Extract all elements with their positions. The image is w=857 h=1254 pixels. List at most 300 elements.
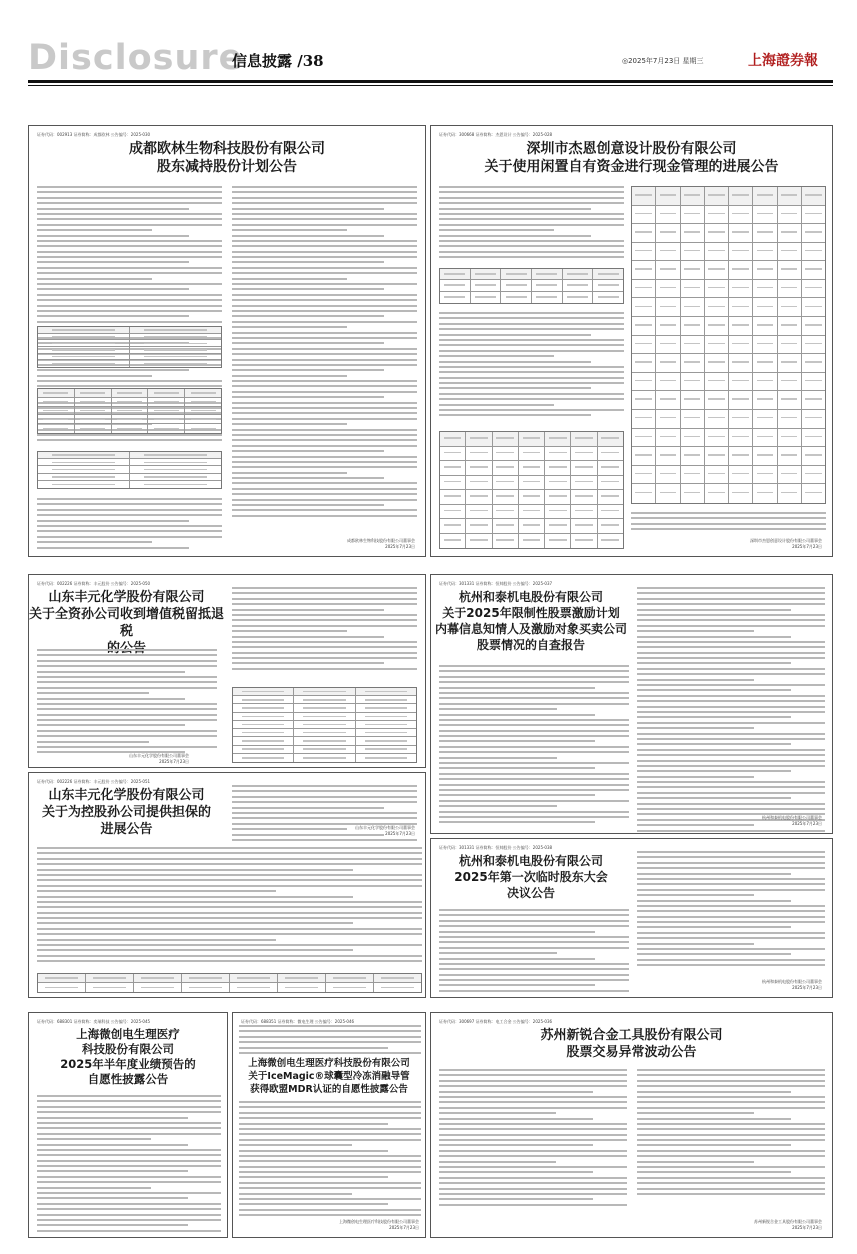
text-line (637, 883, 825, 885)
text-line (37, 1187, 151, 1189)
title-line: 关于使用闲置自有资金进行现金管理的进展公告 (484, 159, 779, 175)
table-cell (802, 410, 825, 428)
body-text (37, 1095, 221, 1235)
text-line (439, 968, 629, 970)
text-line (637, 1107, 825, 1109)
text-line (37, 278, 152, 280)
table-cell (466, 505, 492, 519)
text-line (637, 619, 825, 621)
table-cell (778, 206, 802, 224)
text-line (37, 1149, 221, 1151)
text-line (637, 1074, 825, 1076)
table-row (440, 269, 623, 280)
guarantee-table (37, 973, 422, 993)
text-line (37, 299, 222, 301)
text-line (232, 197, 417, 199)
table-row (38, 340, 221, 347)
text-line (637, 1182, 825, 1184)
text-line (439, 1107, 627, 1109)
table-cell (545, 519, 571, 533)
table-cell (233, 704, 294, 711)
text-line (439, 952, 557, 954)
text-line (37, 547, 189, 549)
table-cell (802, 317, 825, 335)
table-cell (598, 461, 623, 475)
table-cell (778, 410, 802, 428)
table-cell (38, 424, 75, 433)
text-line (37, 439, 222, 441)
table-row (632, 336, 825, 355)
table-cell (545, 534, 571, 549)
body-text-left-mid (439, 312, 624, 420)
text-line (37, 724, 185, 726)
text-line (232, 801, 417, 803)
text-line (439, 784, 629, 786)
text-line (439, 735, 629, 737)
text-line (37, 1208, 221, 1210)
text-line (37, 245, 222, 247)
table-cell (185, 415, 221, 423)
text-line (439, 1150, 627, 1152)
text-line (232, 515, 417, 517)
table-cell (632, 317, 656, 335)
text-line (239, 1203, 388, 1205)
text-line (232, 299, 417, 301)
text-line (239, 1036, 421, 1038)
text-line (37, 847, 422, 849)
table-cell (729, 298, 753, 316)
table-cell (656, 298, 680, 316)
title-line: 成都欧林生物科技股份有限公司 (129, 141, 325, 157)
disclosure-wordmark: Disclosure (28, 38, 244, 78)
text-line (439, 762, 629, 764)
announcement-code: 证券代码：300668 证券简称：杰恩设计 公告编号：2025-028 (439, 132, 553, 137)
text-line (37, 912, 422, 914)
text-line (37, 541, 152, 543)
table-cell (802, 484, 825, 503)
table-cell (656, 280, 680, 298)
table-cell (134, 983, 182, 992)
table-cell (112, 407, 149, 415)
text-line (637, 706, 825, 708)
text-line (439, 1096, 627, 1098)
table-row (38, 360, 221, 367)
announcement-signature: 成都欧林生物科技股份有限公司董事会 2025年7月23日 (347, 538, 415, 549)
table-cell (753, 224, 777, 242)
text-line (37, 703, 217, 705)
table-cell (632, 280, 656, 298)
title-line: 山东丰元化学股份有限公司 (48, 590, 205, 605)
table-cell (38, 481, 130, 488)
masthead-rule (28, 80, 833, 83)
table-cell (182, 983, 230, 992)
table-cell (729, 187, 753, 205)
table-row (632, 206, 825, 225)
table-cell (632, 224, 656, 242)
table-cell (705, 261, 729, 279)
wealth-product-table-right (631, 186, 826, 504)
text-line (232, 603, 417, 605)
text-line (232, 202, 417, 204)
title-line: 深圳市杰恩创意设计股份有限公司 (526, 141, 737, 157)
text-line (37, 536, 222, 538)
text-line (637, 630, 754, 632)
table-cell (705, 280, 729, 298)
text-line (232, 315, 384, 317)
text-line (439, 339, 624, 341)
table-row (632, 243, 825, 262)
table-cell (632, 298, 656, 316)
table-cell (681, 336, 705, 354)
table-cell (753, 447, 777, 465)
text-line (232, 332, 417, 334)
title-line: 进展公告 (100, 822, 153, 837)
text-line (37, 1197, 188, 1199)
text-line (37, 858, 422, 860)
title-line: 股东减持股份计划公告 (157, 159, 297, 175)
text-line (637, 921, 825, 923)
text-line (439, 317, 624, 319)
announcement-title (29, 787, 224, 838)
text-line (37, 660, 217, 662)
table-cell (440, 447, 466, 461)
text-line (37, 671, 185, 673)
table-row (38, 407, 221, 416)
table-cell (778, 354, 802, 372)
table-cell (753, 206, 777, 224)
announcement-code: 证券代码：002913 证券简称：成都欧林 公告编号：2025-030 (37, 132, 151, 137)
table-cell (778, 224, 802, 242)
text-line (637, 754, 825, 756)
table-cell (471, 269, 502, 279)
text-line (439, 979, 629, 981)
text-line (439, 213, 624, 215)
text-line (37, 922, 353, 924)
text-line (37, 520, 189, 522)
text-line (37, 267, 222, 269)
table-row (38, 424, 221, 433)
text-line (37, 885, 422, 887)
text-line (637, 625, 825, 627)
table-cell (440, 432, 466, 446)
table-cell (185, 424, 221, 433)
table-cell (233, 746, 294, 753)
text-line (637, 652, 825, 654)
text-line (439, 371, 624, 373)
text-line (232, 240, 417, 242)
table-cell (778, 317, 802, 335)
text-line (232, 229, 347, 231)
text-line (37, 1106, 221, 1108)
text-line (232, 817, 417, 819)
text-line (239, 1025, 421, 1027)
text-line (637, 673, 825, 675)
table-cell (356, 696, 416, 703)
text-line (232, 353, 417, 355)
table-cell (86, 974, 134, 982)
body-text-right (637, 587, 825, 834)
text-line (37, 251, 222, 253)
text-line (439, 821, 595, 823)
table-cell (705, 317, 729, 335)
announcement-chengdu-olymvax (28, 125, 426, 557)
text-line (637, 943, 754, 945)
table-cell (130, 347, 221, 353)
text-line (232, 429, 417, 431)
table-cell (705, 484, 729, 503)
table-cell (294, 746, 355, 753)
table-cell (519, 505, 545, 519)
text-line (439, 1069, 627, 1071)
text-line (232, 461, 417, 463)
table-cell (571, 476, 597, 490)
text-line (637, 862, 825, 864)
text-line (37, 1192, 221, 1194)
table-cell (233, 713, 294, 720)
table-cell (632, 354, 656, 372)
text-line (239, 1052, 421, 1054)
table-cell (632, 243, 656, 261)
table-cell (729, 336, 753, 354)
wealth-product-table-top (439, 268, 624, 304)
text-line (37, 741, 149, 743)
table-cell (593, 280, 623, 290)
table-cell (356, 713, 416, 720)
table-cell (778, 484, 802, 503)
text-line (239, 1041, 421, 1043)
text-line (232, 839, 417, 841)
table-cell (466, 534, 492, 549)
table-cell (753, 298, 777, 316)
announcement-code: 证券代码：301331 证券简称：恒帅股份 公告编号：2025-038 (439, 845, 553, 850)
table-cell (632, 484, 656, 503)
table-row (632, 447, 825, 466)
text-line (232, 587, 417, 589)
table-cell (729, 280, 753, 298)
text-line (37, 1127, 221, 1129)
body-text-right-lower (631, 512, 826, 534)
text-line (232, 418, 417, 420)
table-cell (753, 373, 777, 391)
table-cell (681, 410, 705, 428)
announcement-signature: 苏州新锐合金工具股份有限公司董事会 2025年7月23日 (754, 1219, 822, 1230)
text-line (439, 714, 595, 716)
text-line (439, 1198, 593, 1200)
table-row (38, 415, 221, 424)
body-text-right (637, 851, 825, 970)
issue-date: ◎2025年7月23日 星期三 (622, 57, 704, 65)
table-cell (38, 452, 130, 458)
text-line (239, 1117, 421, 1119)
text-line (232, 321, 417, 323)
text-line (637, 662, 791, 664)
table-cell (130, 466, 221, 472)
table-row (440, 280, 623, 291)
text-line (37, 1160, 221, 1162)
text-line (37, 933, 422, 935)
table-cell (233, 696, 294, 703)
text-line (439, 382, 624, 384)
table-cell (112, 424, 149, 433)
text-line (37, 692, 149, 694)
table-cell (656, 243, 680, 261)
text-line (439, 1118, 593, 1120)
table-cell (130, 360, 221, 367)
text-line (232, 646, 417, 648)
text-line (637, 587, 825, 589)
text-line (637, 760, 825, 762)
text-line (232, 657, 417, 659)
table-cell (778, 466, 802, 484)
table-cell (294, 713, 355, 720)
text-line (239, 1193, 352, 1195)
table-cell (294, 721, 355, 728)
text-line (439, 202, 624, 204)
table-cell (778, 336, 802, 354)
table-row (632, 373, 825, 392)
table-cell (753, 391, 777, 409)
text-line (37, 434, 222, 436)
announcement-hetai-self-inspection (430, 574, 833, 834)
table-row (233, 729, 416, 737)
table-cell (802, 447, 825, 465)
table-cell (753, 187, 777, 205)
table-cell (38, 459, 130, 465)
text-line (439, 404, 554, 406)
text-line (37, 676, 217, 678)
text-line (637, 894, 754, 896)
announcement-signature: 上海微创电生理医疗科技股份有限公司董事会 2025年7月23日 (339, 1219, 419, 1230)
table-cell (493, 476, 519, 490)
table-row (632, 317, 825, 336)
body-text-right (232, 186, 417, 520)
text-line (37, 917, 422, 919)
table-cell (753, 243, 777, 261)
text-line (37, 283, 222, 285)
table-cell (598, 534, 623, 549)
text-line (631, 523, 826, 525)
table-cell (440, 505, 466, 519)
text-line (637, 679, 754, 681)
body-text (239, 1101, 421, 1220)
table-cell (440, 534, 466, 549)
text-line (637, 1080, 825, 1082)
text-line (439, 773, 629, 775)
table-cell (753, 466, 777, 484)
text-line (239, 1155, 421, 1157)
table-row (632, 261, 825, 280)
table-cell (729, 354, 753, 372)
table-cell (148, 398, 185, 406)
table-cell (802, 466, 825, 484)
table-cell (86, 983, 134, 992)
text-line (37, 890, 276, 892)
table-cell (466, 432, 492, 446)
table-row (632, 466, 825, 485)
text-line (637, 926, 791, 928)
table-cell (466, 476, 492, 490)
table-cell (75, 415, 112, 423)
table-cell (656, 336, 680, 354)
table-cell (729, 373, 753, 391)
table-cell (38, 334, 130, 340)
text-line (37, 654, 217, 656)
text-line (637, 1171, 791, 1173)
table-cell (233, 721, 294, 728)
text-line (439, 355, 554, 357)
text-line (232, 375, 347, 377)
text-line (637, 727, 754, 729)
table-cell (598, 476, 623, 490)
text-line (37, 240, 222, 242)
text-line (637, 1128, 825, 1130)
text-line (37, 256, 222, 258)
text-line (37, 949, 353, 951)
text-line (37, 1117, 188, 1119)
table-cell (134, 974, 182, 982)
body-text-left (439, 186, 624, 261)
announcement-signature: 杭州和泰机电股份有限公司董事会 2025年7月23日 (762, 979, 822, 990)
text-line (232, 278, 347, 280)
text-line (37, 525, 222, 527)
text-line (239, 1123, 388, 1125)
announcement-title (431, 589, 631, 653)
text-line (637, 792, 825, 794)
table-cell (729, 447, 753, 465)
text-line (637, 1091, 791, 1093)
text-line (232, 191, 417, 193)
table-cell (356, 746, 416, 753)
table-cell (545, 505, 571, 519)
table-row (233, 721, 416, 729)
title-line: 杭州和泰机电股份有限公司 (458, 854, 603, 868)
text-line (232, 662, 384, 664)
table-cell (374, 974, 421, 982)
wealth-product-table-left (439, 431, 624, 549)
table-cell (632, 261, 656, 279)
table-cell (38, 474, 130, 480)
text-line (232, 294, 417, 296)
shareholder-table (37, 326, 222, 368)
table-row (440, 519, 623, 534)
table-cell (802, 391, 825, 409)
text-line (439, 377, 624, 379)
text-line (37, 224, 222, 226)
table-cell (705, 354, 729, 372)
text-line (232, 445, 417, 447)
table-row (38, 452, 221, 459)
text-line (439, 681, 629, 683)
table-cell (705, 429, 729, 447)
table-cell (656, 373, 680, 391)
text-line (232, 509, 417, 511)
text-line (439, 800, 629, 802)
text-line (37, 272, 222, 274)
text-line (637, 711, 825, 713)
table-cell (148, 407, 185, 415)
text-line (37, 229, 152, 231)
text-line (637, 770, 791, 772)
table-cell (681, 206, 705, 224)
text-line (232, 482, 417, 484)
table-cell (493, 432, 519, 446)
text-line (37, 730, 217, 732)
text-line (37, 896, 353, 898)
text-line (37, 1176, 221, 1178)
text-line (637, 776, 754, 778)
table-cell (38, 354, 130, 360)
table-cell (753, 429, 777, 447)
